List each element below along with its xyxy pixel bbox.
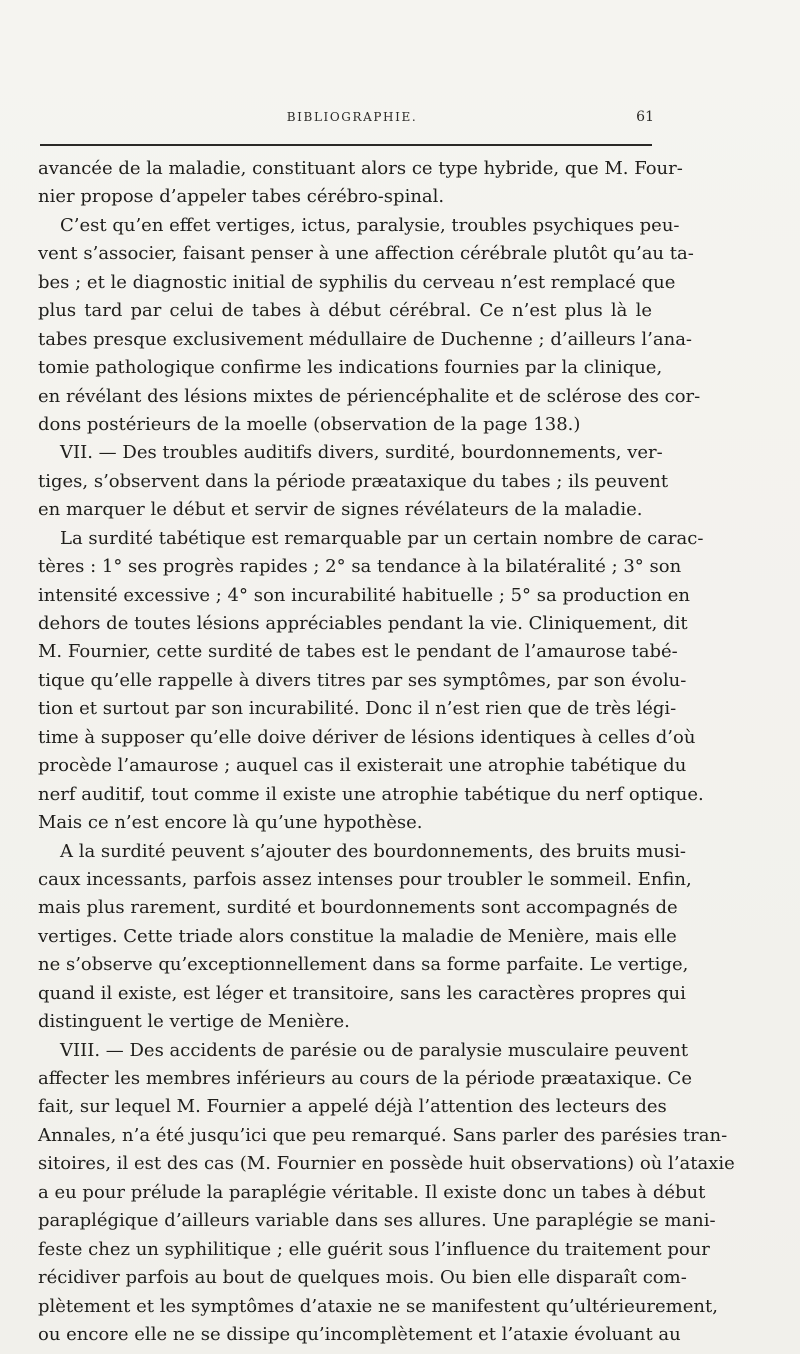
page-body [38,155,735,1349]
text-line: M. Fournier, cette surdité de tabes est le pendant de l’amaurose tabé- [38,641,678,663]
text-line: avancée de la maladie, constituant alors ce type hybride, que M. Four- [38,158,683,179]
text-line: nier propose d’appeler tabes cérébro-spinal. [38,186,445,208]
text-line: dons postérieurs de la moelle (observation de la page 138.) [38,413,581,435]
text-line: tiges, s’observent dans la période præataxique du tabes ; ils peuvent [38,470,669,492]
text-line: vent s’associer, faisant penser à une affection cérébrale plutôt qu’au ta- [38,243,694,265]
text-line: tomie pathologique confirme les indications fournies par la clinique, [38,357,663,379]
text-line: plus tard par celui de tabes à début cérébral. Ce n’est plus là le [38,300,652,322]
text-line: La surdité tabétique est remarquable par un certain nombre de carac- [60,527,704,549]
text-line: vertiges. Cette triade alors constitue la maladie de Menière, mais elle [38,925,677,947]
text-line: feste chez un syphilitique ; elle guérit sous l’influence du traitement pour [38,1238,710,1260]
text-line: mais plus rarement, surdité et bourdonnements sont accompagnés de [38,897,678,919]
header-rule [40,144,652,146]
text-line: tique qu’elle rappelle à divers titres par ses symptômes, par son évolu- [38,669,687,691]
text-line: procède l’amaurose ; auquel cas il existerait une atrophie tabétique du [38,755,687,777]
text-line: tères : 1° ses progrès rapides ; 2° sa tendance à la bilatéralité ; 3° son [38,556,682,578]
text-line: dehors de toutes lésions appréciables pendant la vie. Cliniquement, dit [38,613,688,634]
text-line: affecter les membres inférieurs au cours de la période præataxique. Ce [38,1068,692,1089]
text-line: récidiver parfois au bout de quelques mois. Ou bien elle disparaît com- [38,1267,687,1289]
text-line: C’est qu’en effet vertiges, ictus, paralysie, troubles psychiques peu- [60,214,680,236]
running-title: BIBLIOGRAPHIE. [286,110,418,124]
text-line: ou encore elle ne se dissipe qu’incomplètement et l’ataxie évoluant au [38,1323,681,1345]
text-line: time à supposer qu’elle doive dériver de lésions identiques à celles d’où [38,726,696,748]
text-line: tabes presque exclusivement médullaire de Duchenne ; d’ailleurs l’ana- [38,328,693,350]
text-line: intensité excessive ; 4° son incurabilité habituelle ; 5° sa production en [38,584,691,606]
text-line: caux incessants, parfois assez intenses pour troubler le sommeil. Enfin, [38,868,692,890]
text-line: A la surdité peuvent s’ajouter des bourdonnements, des bruits musi- [60,840,686,862]
text-line: sitoires, il est des cas (M. Fournier en possède huit observations) où l’ataxie [38,1153,735,1175]
text-line: bes ; et le diagnostic initial de syphilis du cerveau n’est remplacé que [38,271,676,293]
text-line: tion et surtout par son incurabilité. Donc il n’est rien que de très légi- [38,698,677,720]
text-line: Mais ce n’est encore là qu’une hypothèse. [38,812,423,834]
text-line: en révélant des lésions mixtes de périencéphalite et de sclérose des cor- [38,385,701,407]
page-number: 61 [636,109,654,125]
text-line: a eu pour prélude la paraplégie véritable. Il existe donc un tabes à début [38,1181,706,1203]
page-header [50,108,654,132]
text-line: VIII. — Des accidents de parésie ou de paralysie musculaire peuvent [60,1039,689,1061]
text-line: paraplégique d’ailleurs variable dans ses allures. Une paraplégie se mani- [38,1210,716,1232]
text-line: en marquer le début et servir de signes révélateurs de la maladie. [38,499,643,521]
text-line: nerf auditif, tout comme il existe une atrophie tabétique du nerf optique. [38,783,704,805]
text-line: ne s’observe qu’exceptionnellement dans sa forme parfaite. Le vertige, [38,954,689,976]
text-line: fait, sur lequel M. Fournier a appelé déjà l’attention des lecteurs des [38,1096,667,1118]
text-line: quand il existe, est léger et transitoire, sans les caractères propres qui [38,982,686,1004]
text-line: plètement et les symptômes d’ataxie ne se manifestent qu’ultérieurement, [38,1295,718,1317]
text-line: distinguent le vertige de Menière. [38,1011,350,1033]
text-line: VII. — Des troubles auditifs divers, surdité, bourdonnements, ver- [60,442,663,464]
text-line: Annales, n’a été jusqu’ici que peu remarqué. Sans parler des parésies tran- [38,1124,728,1146]
